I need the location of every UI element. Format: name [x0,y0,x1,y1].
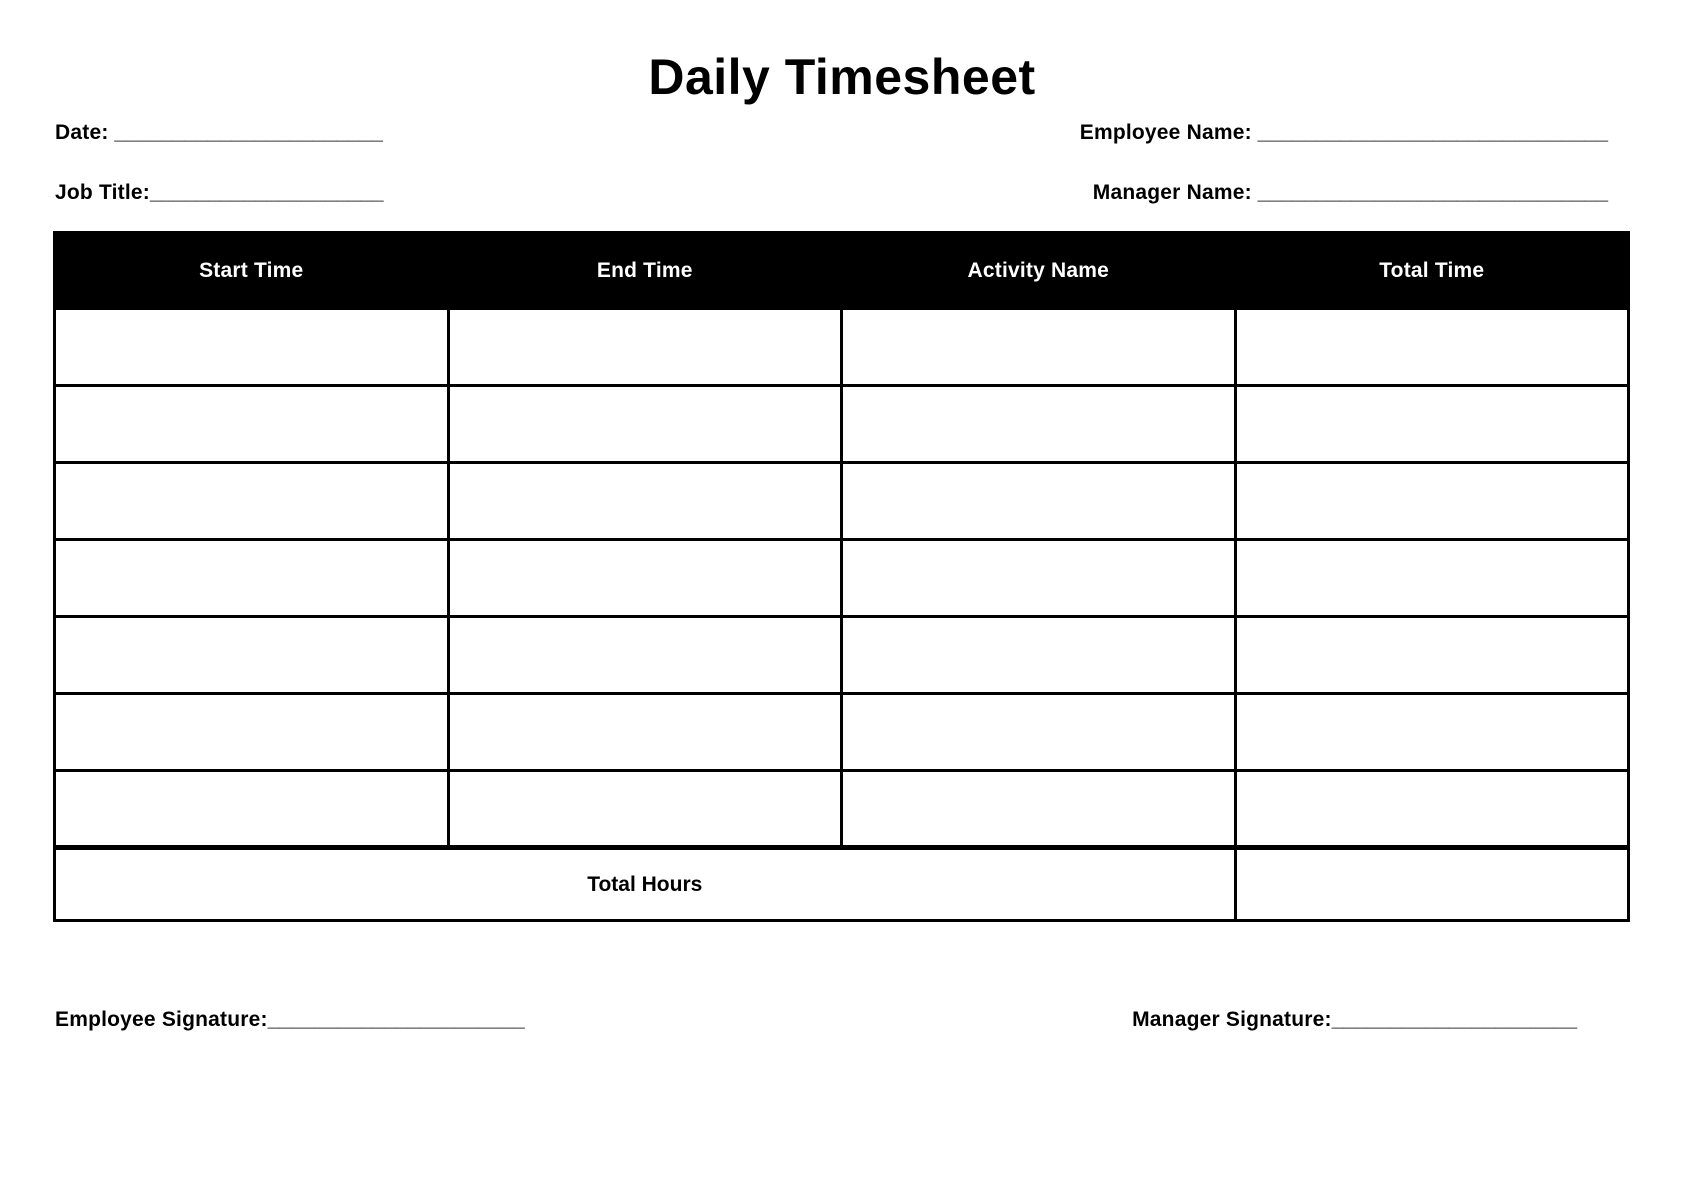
employee-name-label: Employee Name: [1079,121,1252,144]
form-meta [55,121,1608,205]
manager-signature-fill-line: _____________________ [1331,1008,1577,1031]
manager-signature-label: Manager Signature: [1132,1008,1332,1031]
empty-cell [842,386,1236,463]
empty-cell [448,540,842,617]
empty-cell [842,309,1236,386]
empty-cell [1235,771,1629,848]
empty-cell [55,309,449,386]
empty-cell [55,694,449,771]
empty-cell [1235,617,1629,694]
table-row [55,386,1629,463]
empty-cell [1235,463,1629,540]
empty-cell [842,771,1236,848]
table-row [55,694,1629,771]
date-label: Date: [55,121,109,144]
employee-name-fill-line: ______________________________ [1251,121,1608,144]
total-hours-label: Total Hours [55,848,1236,921]
date-field [55,121,383,145]
employee-signature-label: Employee Signature: [55,1008,268,1031]
table-header-row [55,233,1629,309]
job-title-fill-line: ____________________ [149,181,384,204]
empty-cell [55,771,449,848]
column-header-end-time: End Time [448,233,842,309]
manager-signature-field [1132,1008,1577,1032]
empty-cell [842,617,1236,694]
total-hours-row [55,848,1629,921]
manager-name-label: Manager Name: [1092,181,1252,204]
employee-signature-fill-line: ______________________ [267,1008,525,1031]
job-title-label: Job Title: [55,181,150,204]
empty-cell [448,694,842,771]
empty-cell [1235,309,1629,386]
table-row [55,771,1629,848]
manager-name-fill-line: ______________________________ [1251,181,1608,204]
column-header-start-time: Start Time [55,233,449,309]
employee-signature-field [55,1008,525,1032]
empty-cell [448,771,842,848]
empty-cell [1235,540,1629,617]
empty-cell [842,463,1236,540]
column-header-activity-name: Activity Name [842,233,1236,309]
employee-name-field [1080,121,1608,145]
timesheet-table [53,231,1630,922]
date-fill-line: _______________________ [108,121,383,144]
empty-cell [842,540,1236,617]
timesheet-body [55,309,1629,848]
empty-cell [448,309,842,386]
table-row [55,309,1629,386]
table-row [55,540,1629,617]
empty-cell [1235,694,1629,771]
page-title: Daily Timesheet [648,49,1036,105]
empty-cell [448,386,842,463]
signature-section [55,1008,1577,1032]
column-header-total-time: Total Time [1235,233,1629,309]
empty-cell [55,540,449,617]
empty-cell [448,617,842,694]
empty-cell [842,694,1236,771]
empty-cell [1235,386,1629,463]
empty-cell [55,386,449,463]
meta-row-1 [55,121,1608,145]
table-row [55,463,1629,540]
total-hours-value-cell [1235,848,1629,921]
table-row [55,617,1629,694]
empty-cell [448,463,842,540]
meta-row-2 [55,181,1608,205]
empty-cell [55,617,449,694]
job-title-field [55,181,384,205]
empty-cell [55,463,449,540]
manager-name-field [1093,181,1608,205]
